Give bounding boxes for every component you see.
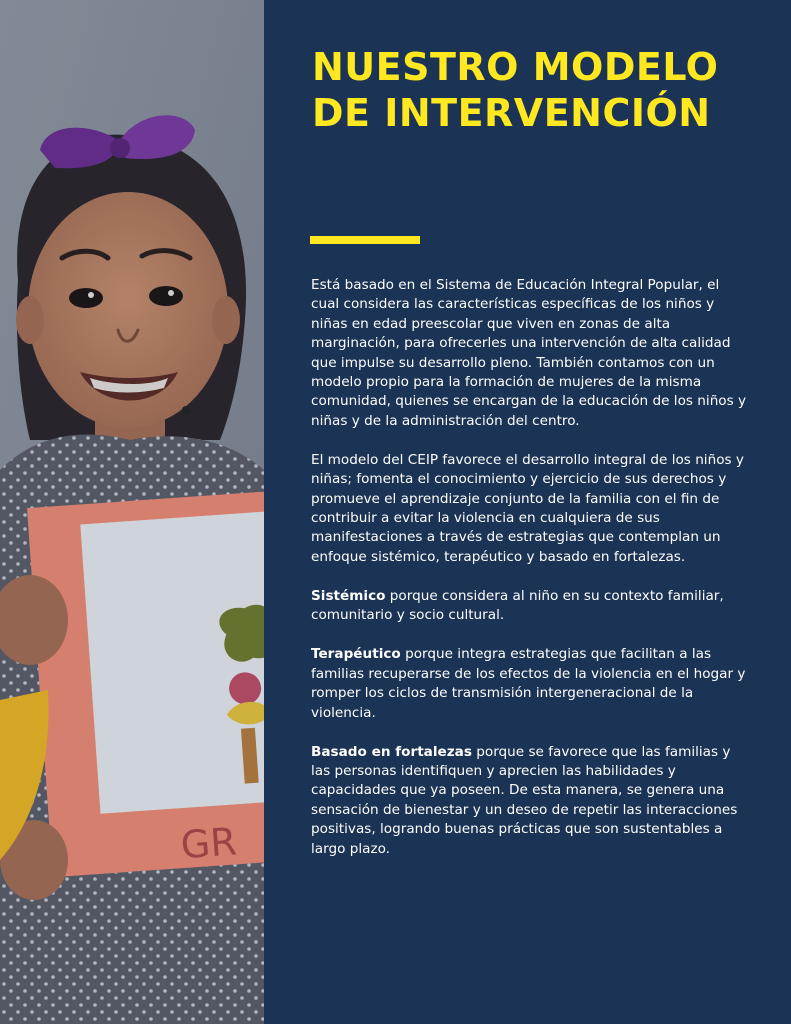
paragraph-systemic-text: porque considera al niño en su contexto familiar, comunitario y socio cultural.	[311, 587, 724, 624]
paragraph-strengths-lead: Basado en fortalezas	[311, 743, 472, 760]
paragraph-therapeutic-text: porque integra estrategias que facilitan a las familias recuperarse de los efectos de la violencia en el hogar y romper los ciclos de transmisión intergeneracional de la violencia.	[311, 646, 746, 721]
page-title-line-1: NUESTRO MODELO	[312, 45, 719, 89]
body-text	[311, 276, 747, 879]
paragraph-intro	[311, 276, 747, 431]
paragraph-strengths	[311, 743, 747, 859]
drawing-signature: GR	[179, 819, 239, 868]
page-title	[312, 44, 772, 136]
paragraph-therapeutic-lead: Terapéutico	[311, 646, 401, 663]
paragraph-systemic-lead: Sistémico	[311, 587, 386, 604]
page-title-line-2: DE INTERVENCIÓN	[312, 91, 711, 135]
paragraph-therapeutic	[311, 645, 747, 723]
paragraph-systemic	[311, 587, 747, 626]
paragraph-model-text: El modelo del CEIP favorece el desarrollo integral de los niños y niñas; fomenta el conocimiento y ejercicio de sus derechos y promueve el aprendizaje conjunto de la familia con el fin de contribuir a evitar la violencia en cualquiera de sus manifestaciones a través de estrategias que contemplan un enfoque sistémico, terapéutico y basado en fortalezas.	[311, 451, 744, 565]
paragraph-strengths-text: porque se favorece que las familias y las personas identifiquen y aprecien las habilidades y capacidades que ya poseen. De esta manera, se genera una sensación de bienestar y un deseo de repetir las interacciones positivas, logrando buenas prácticas que son sustentables a largo plazo.	[311, 743, 738, 857]
paragraph-model	[311, 451, 747, 567]
accent-divider	[310, 236, 420, 244]
content-panel	[264, 0, 791, 1024]
paragraph-intro-text: Está basado en el Sistema de Educación Integral Popular, el cual considera las características específicas de los niños y niñas en edad preescolar que viven en zonas de alta marginación, para ofrecerles una intervención de alta calidad que impulse su desarrollo pleno. También contamos con un modelo propio para la formación de mujeres de la misma comunidad, quienes se encargan de la educación de los niños y niñas y de la administración del centro.	[311, 277, 747, 429]
child-photo	[0, 0, 264, 1024]
